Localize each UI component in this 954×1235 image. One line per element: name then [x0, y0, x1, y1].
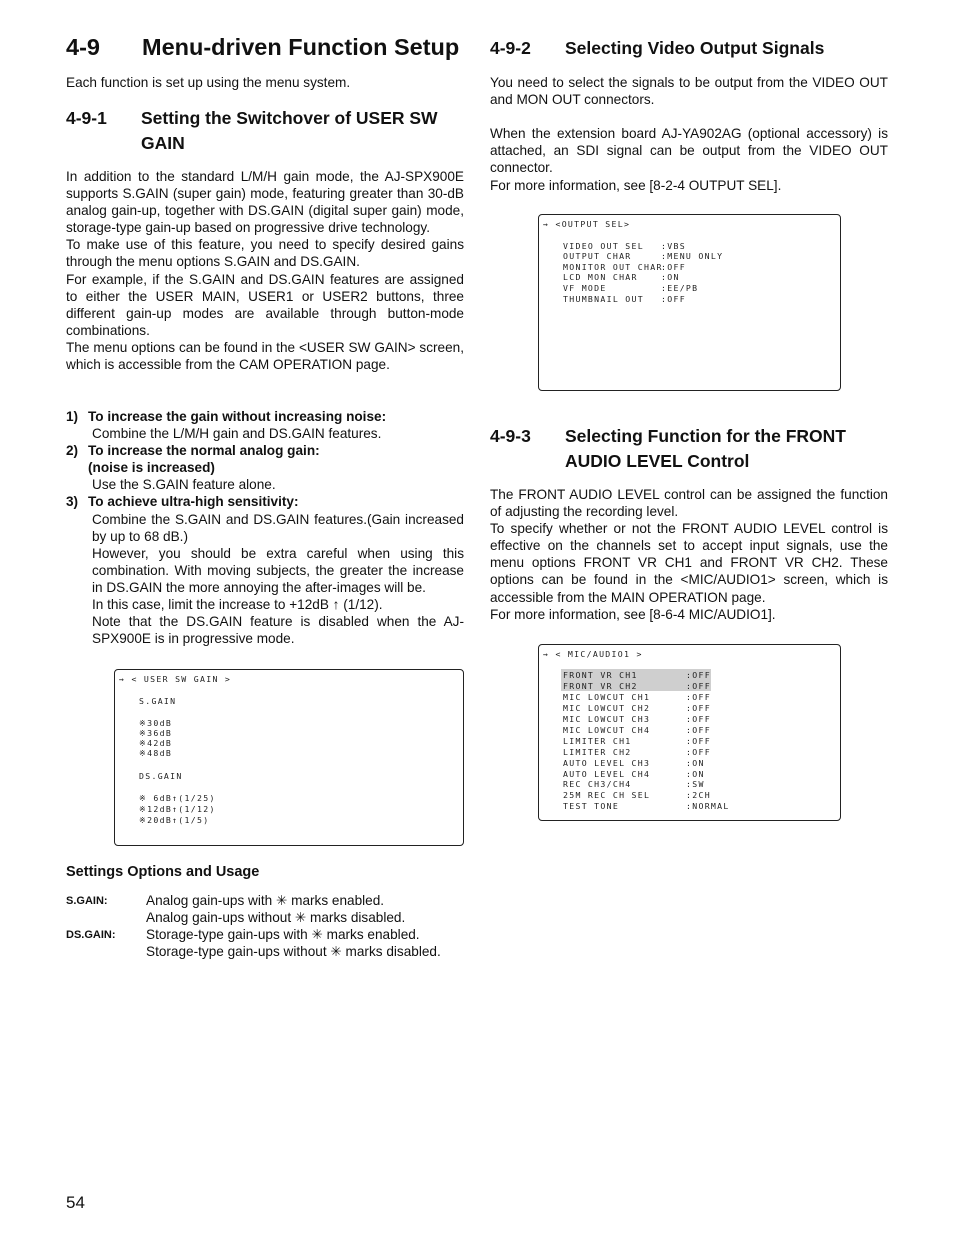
subsection-heading-4-9-1	[66, 106, 464, 156]
screen-item-value: :OFF	[686, 714, 711, 724]
subsection-title: Setting the Switchover of USER SW GAIN	[141, 108, 438, 153]
screen-item-value: :2CH	[686, 790, 711, 800]
list-item	[66, 892, 464, 926]
paragraph-spacer	[490, 108, 888, 125]
step-body: Note that the DS.GAIN feature is disabled when the AJ-SPX900E is in progressive mode.	[92, 614, 464, 647]
screen-item-value: :NORMAL	[686, 801, 730, 811]
screen-item-value: :MENU ONLY	[661, 251, 724, 261]
screen-line: → < MIC/AUDIO1 >	[543, 649, 643, 659]
section-intro: Each function is set up using the menu system.	[66, 75, 351, 90]
paragraph: In addition to the standard L/M/H gain mode, the AJ-SPX900E supports S.GAIN (super gain) mode, featuring greater than 30-dB analog gain-up, together with DS.GAIN (digital super gain) mode, storage-type gain-up based on progressive drive technology.	[66, 169, 464, 236]
step-body: Combine the S.GAIN and DS.GAIN features.(Gain increased by up to 68 dB.)	[92, 511, 464, 544]
step-body: Use the S.GAIN feature alone.	[92, 477, 276, 493]
subsection-number: 4-9-1	[66, 108, 107, 128]
screen-item-label: OUTPUT CHAR	[563, 251, 632, 261]
screen-item-value: :OFF	[661, 262, 686, 272]
screen-item-label: FRONT VR CH1	[563, 670, 638, 680]
screen-line: ※12dB↑(1/12)	[139, 804, 216, 814]
setting-line: Analog gain-ups with ✳ marks enabled.	[146, 893, 385, 908]
setting-key: S.GAIN:	[66, 895, 108, 907]
step-body: In this case, limit the increase to +12dB ↑ (1/12).	[92, 597, 383, 613]
screen-item-label: VF MODE	[563, 283, 607, 293]
list-item	[66, 926, 464, 960]
paragraph: The FRONT AUDIO LEVEL control can be assigned the function of adjusting the recording level.	[490, 487, 888, 520]
setting-key: DS.GAIN:	[66, 929, 116, 942]
sub3-body	[490, 486, 888, 623]
screen-line: ※36dB	[139, 728, 173, 738]
subsection-number: 4-9-2	[490, 38, 531, 58]
screen-item-value: :OFF	[686, 681, 711, 691]
settings-heading: Settings Options and Usage	[66, 864, 260, 880]
step-heading: To achieve ultra-high sensitivity:	[88, 494, 299, 510]
step-number: 1)	[66, 409, 79, 424]
list-item	[66, 493, 464, 647]
screen-item-value: :OFF	[686, 692, 711, 702]
screen-line: ※ 6dB↑(1/25)	[139, 793, 216, 803]
screen-item-value: :OFF	[686, 747, 711, 757]
screen-item-label: LIMITER CH1	[563, 736, 632, 746]
screen-item-label: 25M REC CH SEL	[563, 790, 651, 800]
paragraph: The menu options can be found in the <USER SW GAIN> screen, which is accessible from the CAM OPERATION page.	[66, 339, 464, 373]
screen-line: ※48dB	[139, 748, 173, 758]
sub2-body	[490, 74, 888, 194]
step-heading: To increase the normal analog gain:	[88, 443, 320, 459]
screen-item-label: MIC LOWCUT CH4	[563, 725, 651, 735]
page-number: 54	[66, 1193, 85, 1212]
screen-item-label: LCD MON CHAR	[563, 272, 638, 282]
subsection-heading-4-9-2	[490, 36, 824, 61]
screen-line: S.GAIN	[139, 696, 177, 706]
screen-line: → < USER SW GAIN >	[119, 674, 232, 684]
paragraph: To make use of this feature, you need to specify desired gains through the menu options S.GAIN and DS.GAIN.	[66, 237, 464, 270]
screen-item-label: MIC LOWCUT CH3	[563, 714, 651, 724]
screen-item-label: FRONT VR CH2	[563, 681, 638, 691]
screen-item-value: :EE/PB	[661, 283, 699, 293]
screen-item-value: :ON	[686, 769, 705, 779]
step-list	[66, 408, 464, 647]
step-heading: To increase the gain without increasing noise:	[88, 409, 387, 424]
step-number: 2)	[66, 443, 79, 459]
screen-item-label: REC CH3/CH4	[563, 779, 632, 789]
sub1-body	[66, 168, 464, 373]
screen-item-label: LIMITER CH2	[563, 747, 632, 757]
list-item	[66, 442, 464, 493]
screen-item-label: TEST TONE	[563, 801, 620, 811]
paragraph: When the extension board AJ-YA902AG (optional accessory) is attached, an SDI signal can be output from the VIDEO OUT connector.	[490, 126, 888, 176]
section-heading	[66, 34, 459, 61]
step-body: Combine the L/M/H gain and DS.GAIN features.	[92, 426, 382, 442]
screen-item-label: MONITOR OUT CHAR	[563, 262, 663, 272]
section-title: Menu-driven Function Setup	[142, 34, 460, 60]
screen-item-value: :ON	[686, 758, 705, 768]
subsection-title: Selecting Function for the FRONT AUDIO LEVEL Control	[565, 426, 846, 471]
step-number: 3)	[66, 494, 79, 510]
section-number: 4-9	[66, 34, 100, 60]
screen-item-value: :SW	[686, 779, 705, 789]
paragraph: For example, if the S.GAIN and DS.GAIN features are assigned to either the USER MAIN, USER1 or USER2 buttons, three different gain-up modes are available through button-mode combinations.	[66, 271, 464, 338]
screen-item-value: :OFF	[686, 670, 711, 680]
subsection-number: 4-9-3	[490, 426, 531, 446]
screen-item-label: MIC LOWCUT CH2	[563, 703, 651, 713]
screen-item-label: AUTO LEVEL CH4	[563, 769, 651, 779]
paragraph: You need to select the signals to be output from the VIDEO OUT and MON OUT connectors.	[490, 75, 888, 108]
step-heading-cont: (noise is increased)	[88, 460, 215, 476]
screen-item-value: :OFF	[686, 736, 711, 746]
paragraph: For more information, see [8-2-4 OUTPUT SEL].	[490, 177, 782, 193]
setting-line: Storage-type gain-ups without ✳ marks disabled.	[146, 944, 441, 960]
screen-item-value: :OFF	[686, 703, 711, 713]
screen-item-label: VIDEO OUT SEL	[563, 241, 644, 251]
screen-item-label: THUMBNAIL OUT	[563, 294, 644, 304]
screen-line: ※42dB	[139, 738, 173, 748]
menu-screen-mic-audio1	[538, 644, 841, 821]
screen-line: ※30dB	[139, 718, 173, 728]
settings-list	[66, 892, 464, 960]
screen-item-label: MIC LOWCUT CH1	[563, 692, 651, 702]
menu-screen-user-sw-gain	[114, 669, 464, 846]
menu-screen-output-sel	[538, 214, 841, 391]
setting-line: Analog gain-ups without ✳ marks disabled.	[146, 910, 406, 926]
subsection-title: Selecting Video Output Signals	[565, 38, 825, 58]
screen-line: DS.GAIN	[139, 771, 183, 781]
screen-item-value: :ON	[661, 272, 680, 282]
paragraph: For more information, see [8-6-4 MIC/AUDIO1].	[490, 606, 776, 622]
step-body: However, you should be extra careful when using this combination. With moving subjects, the greater the increase in DS.GAIN the more annoying the after-images will be.	[92, 545, 464, 595]
screen-item-value: :OFF	[661, 294, 686, 304]
subsection-heading-4-9-3	[490, 424, 888, 474]
screen-item-value: :OFF	[686, 725, 711, 735]
screen-line: → <OUTPUT SEL>	[543, 219, 631, 229]
paragraph: To specify whether or not the FRONT AUDIO LEVEL control is effective on the channels set to accept input signals, use the menu options FRONT VR CH1 and FRONT VR CH2. These options can be found in the <MIC/AUDIO1> screen, which is accessible from the MAIN OPERATION page.	[490, 521, 888, 605]
screen-item-value: :VBS	[661, 241, 686, 251]
screen-item-label: AUTO LEVEL CH3	[563, 758, 651, 768]
screen-line: ※20dB↑(1/5)	[139, 815, 210, 825]
setting-line: Storage-type gain-ups with ✳ marks enabled.	[146, 927, 420, 943]
list-item	[66, 408, 464, 442]
